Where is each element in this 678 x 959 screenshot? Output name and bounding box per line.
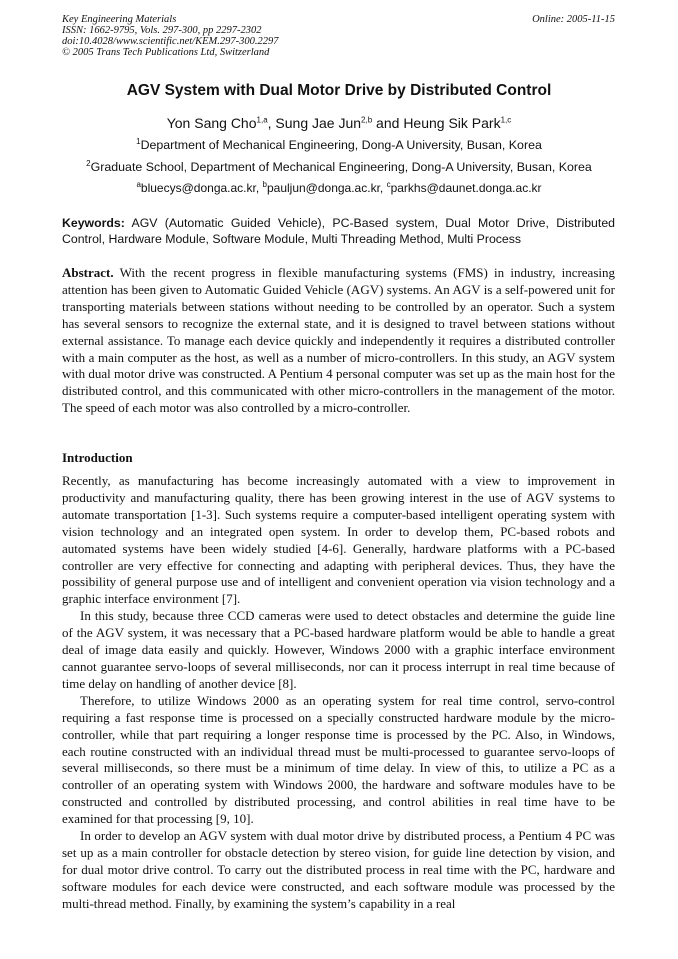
email-superscript: c xyxy=(386,180,391,189)
author-superscript: 1,c xyxy=(500,115,512,125)
introduction-heading: Introduction xyxy=(62,450,133,465)
author-name: Yon Sang Cho xyxy=(166,115,257,131)
keywords-label: Keywords: xyxy=(62,216,125,230)
affiliation-1 xyxy=(0,138,678,153)
email-address: bluecys@donga.ac.kr, xyxy=(140,181,263,195)
author-superscript: 1,a xyxy=(256,115,268,125)
intro-paragraph-4: In order to develop an AGV system with dual motor drive by distributed process, a Pentium 4 PC was set up as a main controller for obstacle detection by stereo vision, for guide line detection by vision, and for dual motor drive control. To carry out the distributed process in real time with the PC, hardware and software modules for each device were constructed, and each software module was processed by the multi-thread method. Finally, by examining the system’s capability in a real xyxy=(62,828,615,911)
affiliation-superscript: 2 xyxy=(86,158,91,168)
issn-line: ISSN: 1662-9795, Vols. 297-300, pp 2297-2302 xyxy=(62,25,262,36)
author-separator: , xyxy=(267,115,276,131)
online-date: Online: 2005-11-15 xyxy=(532,14,615,25)
abstract-label: Abstract. xyxy=(62,265,114,280)
author-name: Heung Sik Park xyxy=(403,115,501,131)
email-address: pauljun@donga.ac.kr, xyxy=(266,181,387,195)
email-superscript: b xyxy=(262,180,267,189)
keywords-block xyxy=(62,215,615,247)
abstract-block xyxy=(62,265,615,417)
affiliation-superscript: 1 xyxy=(136,136,141,146)
intro-paragraph-1: Recently, as manufacturing has become increasingly automated with a view to improvement in productivity and manufacturing quality, there has been growing interest in the use of AGV systems to automate transportation [1-3]. Such systems require a computer-based intelligent operating system with vision technology and an integrated open system. In order to develop them, PC-based robots and automated systems have been widely studied [4-6]. Generally, hardware platforms with a PC-based controller are very effective for connecting and adapting with peripheral devices. Thus, they have the possibility of general purpose use and of intelligent and convenient operation via vision technology and a graphic interface environment [7]. xyxy=(62,473,615,607)
abstract-paragraph xyxy=(62,265,615,417)
introduction-body xyxy=(62,473,615,913)
paper-title: AGV System with Dual Motor Drive by Distributed Control xyxy=(126,82,552,99)
author-name: Sung Jae Jun xyxy=(275,115,362,131)
author-list xyxy=(0,114,678,132)
email-address: parkhs@daunet.donga.ac.kr xyxy=(390,181,542,195)
journal-header xyxy=(62,14,615,58)
abstract-text: With the recent progress in flexible manufacturing systems (FMS) in industry, increasing attention has been given to Automatic Guided Vehicle (AGV) systems. An AGV is a self-powered unit for transporting materials between stations without needing to be controlled by an operator. Such a system has several sensors to recognize the external state, and it is designed to travel between stations without external assistance. To manage each device quickly and independently it requires a distributed controller with a main computer as the host, as well as a number of micro-controllers. In this study, an AGV system with dual motor drive was constructed. A Pentium 4 personal computer was set up as the main host for the distributed control, and this communicated with other micro-controllers in the management of the motor. The speed of each motor was also controlled by a micro-controller. xyxy=(62,265,615,416)
email-line xyxy=(0,181,678,196)
affiliation-text: Graduate School, Department of Mechanical Engineering, Dong-A University, Busan, Korea xyxy=(90,160,592,174)
keywords-text: AGV (Automatic Guided Vehicle), PC-Based system, Dual Motor Drive, Distributed Control, Hardware Module, Software Module, Multi Threading Method, Multi Process xyxy=(62,216,615,246)
affiliation-2 xyxy=(0,160,678,175)
affiliation-text: Department of Mechanical Engineering, Dong-A University, Busan, Korea xyxy=(140,138,542,152)
intro-paragraph-2: In this study, because three CCD cameras were used to detect obstacles and determine the guide line of the AGV system, it was necessary that a PC-based hardware platform would be able to handle a great deal of image data easily and quickly. However, Windows 2000 with a graphic interface environment cannot guarantee servo-loops of several milliseconds, nor can it process interrupt in real time because of time delay on handling of another device [8]. xyxy=(62,608,615,691)
journal-name: Key Engineering Materials xyxy=(62,14,177,25)
doi-line: doi:10.4028/www.scientific.net/KEM.297-300.2297 xyxy=(62,36,279,47)
intro-paragraph-3: Therefore, to utilize Windows 2000 as an operating system for real time control, servo-control requiring a fast response time is processed on a specially constructed hardware module by the micro-controller, while that part requiring a longer response time is processed by the PC. Also, in Windows, each routine constructed with an individual thread must be multi-processed to guarantee servo-loops of several milliseconds, so there must be a minimum of time delay. In view of this, to utilize a PC as a controller of an operating system with Windows 2000, the hardware and software modules have to be constructed and controlled by distributed processing, and control abilities in real time have to be examined for that processing [9, 10]. xyxy=(62,692,615,827)
author-separator: and xyxy=(372,115,404,131)
copyright-line: © 2005 Trans Tech Publications Ltd, Switzerland xyxy=(62,47,270,58)
author-superscript: 2,b xyxy=(361,115,373,125)
email-superscript: a xyxy=(136,180,141,189)
